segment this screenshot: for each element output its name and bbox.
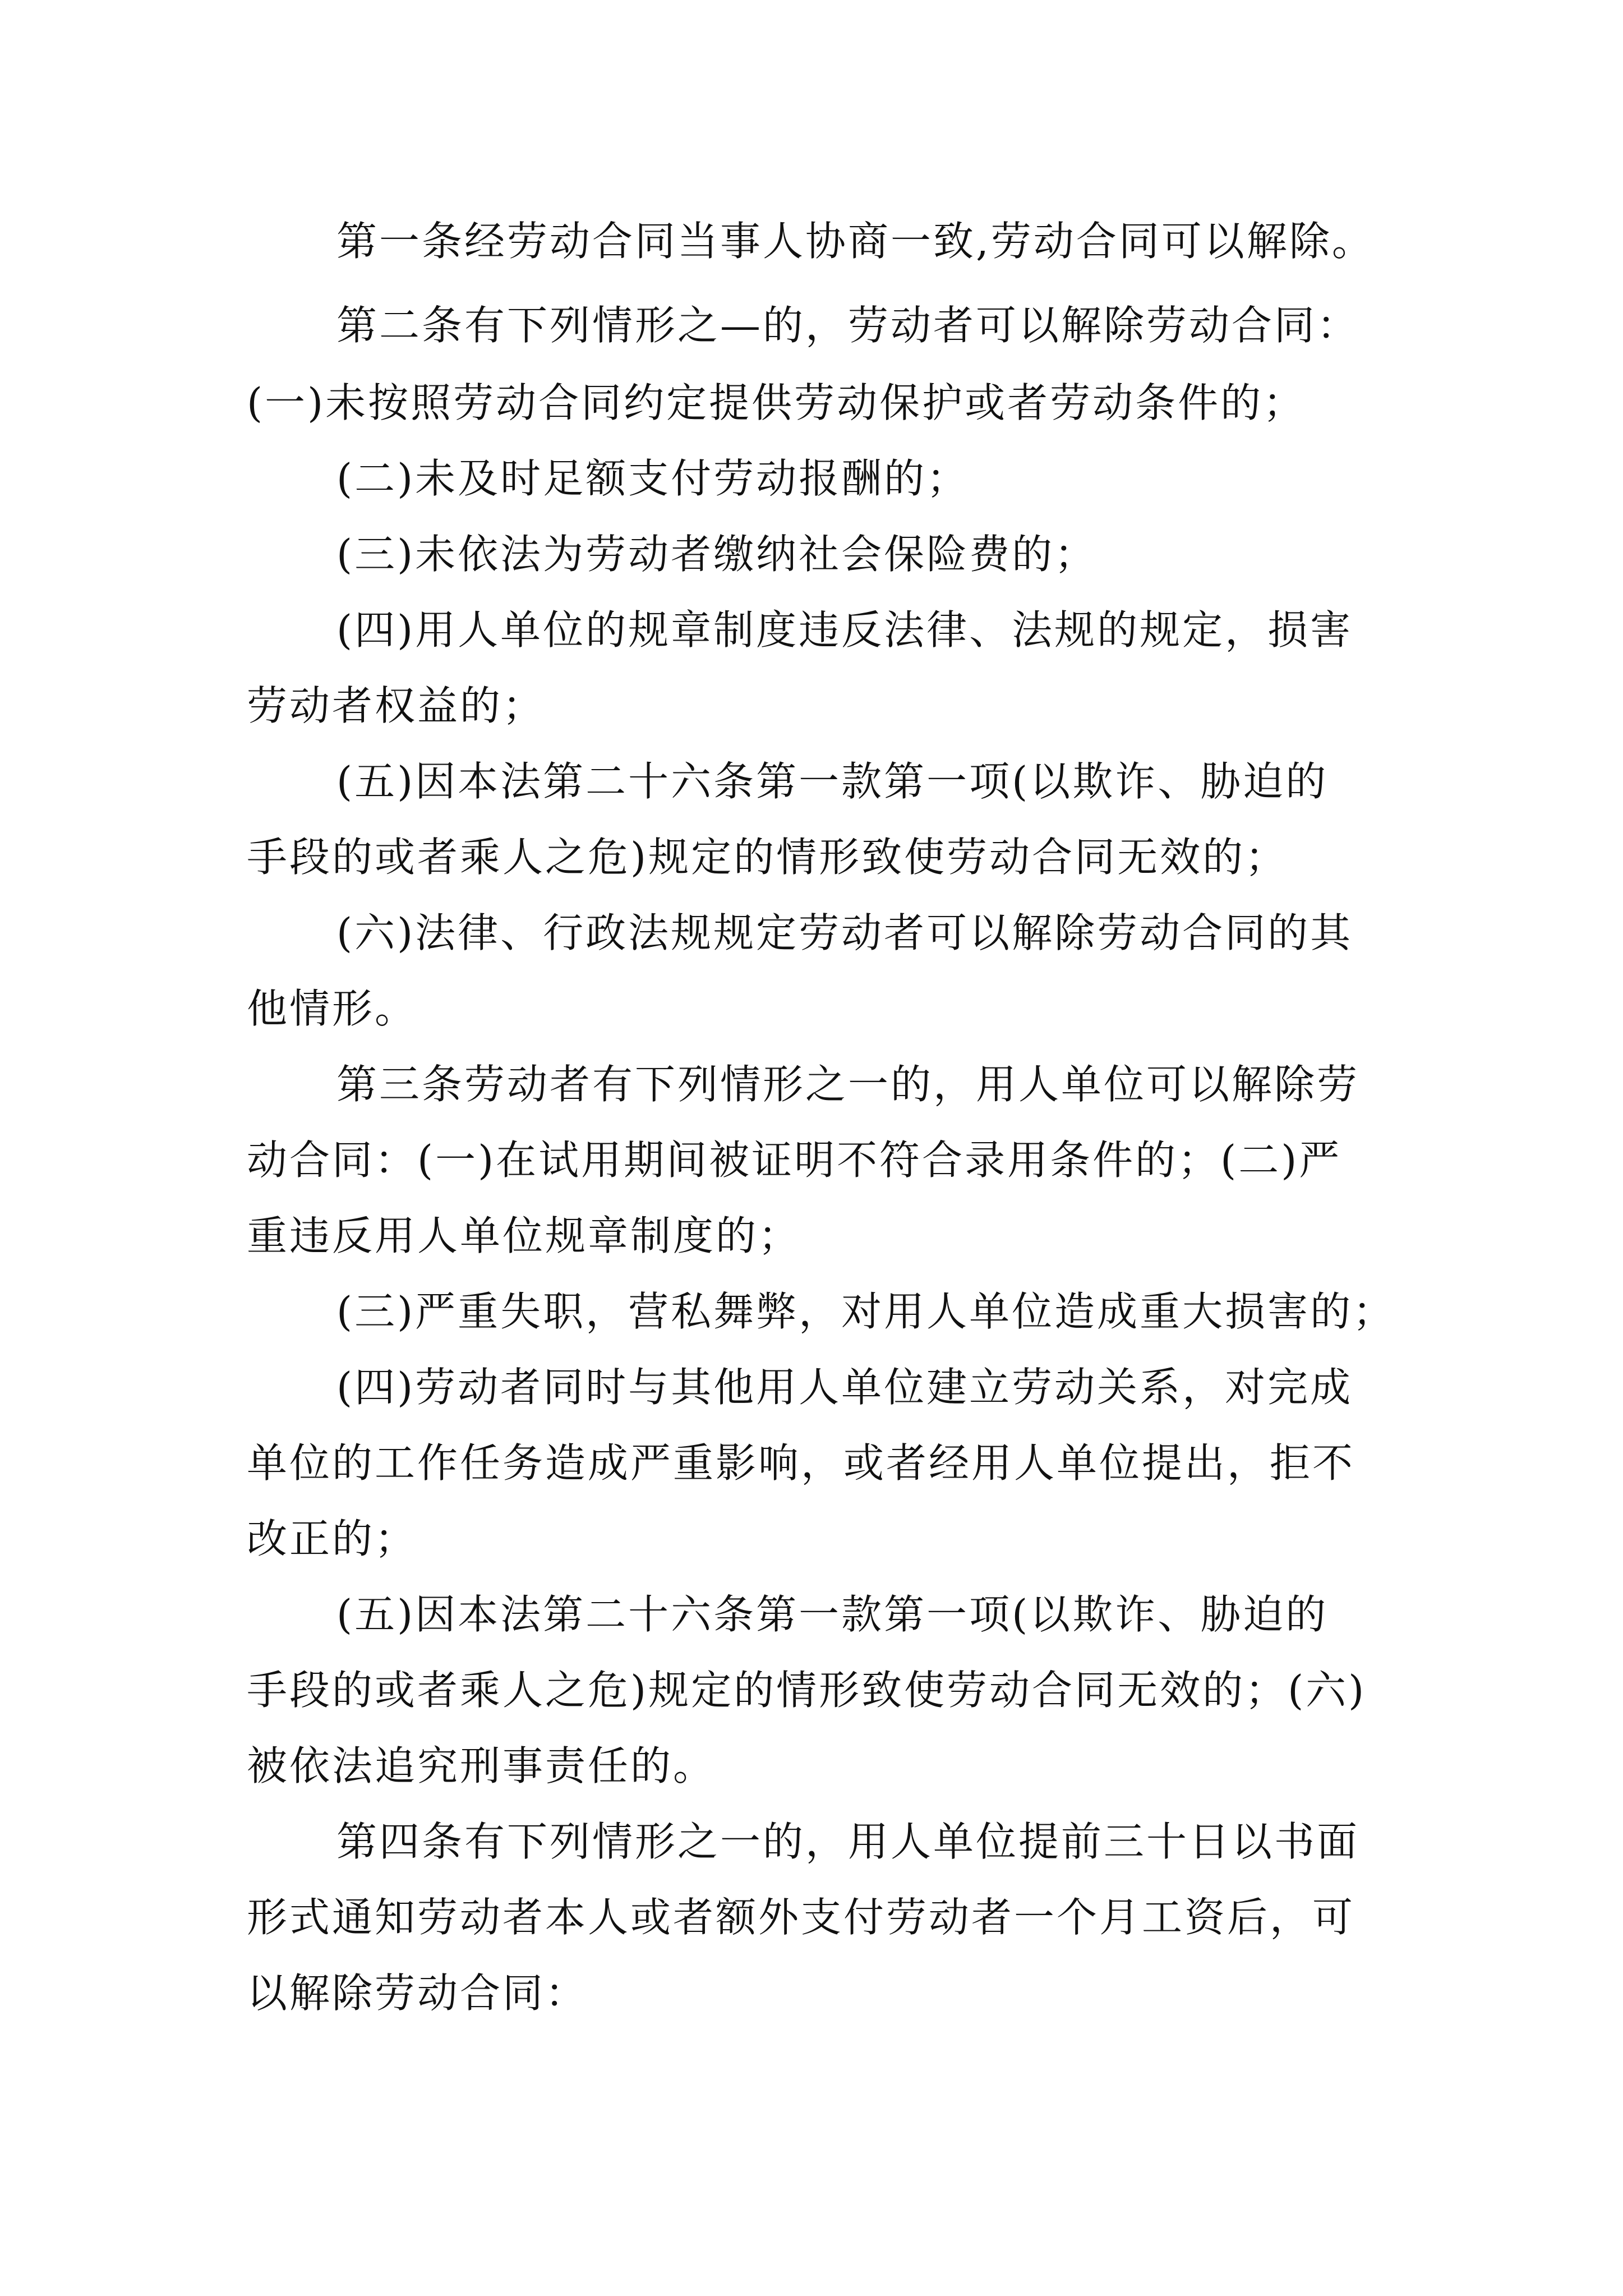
- article-2-item-2: (二)未及时足额支付劳动报酬的；: [336, 455, 970, 502]
- article-2-item-6-line-2: 他情形。: [247, 985, 418, 1032]
- article-4-line-3: 以解除劳动合同：: [247, 1970, 588, 2017]
- article-3-item-4-line-3: 改正的；: [247, 1515, 418, 1562]
- article-2-item-5-line-1: (五)因本法第二十六条第一款第一项(以欺诈、胁迫的: [336, 758, 1329, 805]
- article-2-item-4-line-1: (四)用人单位的规章制度违反法律、法规的规定，损害: [336, 606, 1353, 654]
- article-3-line-2: 动合同：(一)在试用期间被证明不符合录用条件的；(二)严: [247, 1137, 1342, 1184]
- article-4-line-2: 形式通知劳动者本人或者额外支付劳动者一个月工资后，可: [247, 1894, 1355, 1941]
- article-3-item-6: 被依法追究刑事责任的。: [247, 1742, 716, 1789]
- article-2-item-4-line-2: 劳动者权益的；: [247, 682, 546, 729]
- article-2-item-5-line-2: 手段的或者乘人之危)规定的情形致使劳动合同无效的；: [247, 834, 1288, 881]
- article-3-line-1: 第三条劳动者有下列情形之一的，用人单位可以解除劳: [336, 1061, 1360, 1108]
- article-3-item-5-line-1: (五)因本法第二十六条第一款第一项(以欺诈、胁迫的: [336, 1591, 1329, 1638]
- article-2-item-1: (一)未按照劳动合同约定提供劳动保护或者劳动条件的；: [247, 379, 1306, 426]
- article-1-line: 第一条经劳动合同当事人协商一致,劳动合同可以解除。: [336, 218, 1375, 265]
- article-2-item-6-line-1: (六)法律、行政法规规定劳动者可以解除劳动合同的其: [336, 909, 1353, 956]
- article-4-line-1: 第四条有下列情形之一的，用人单位提前三十日以书面: [336, 1818, 1360, 1865]
- article-3-item-3: (三)严重失职，营私舞弊，对用人单位造成重大损害的；: [336, 1288, 1396, 1335]
- article-3-item-5-line-2: 手段的或者乘人之危)规定的情形致使劳动合同无效的；(六): [247, 1667, 1367, 1714]
- article-2-item-3: (三)未依法为劳动者缴纳社会保险费的；: [336, 531, 1098, 578]
- article-3-item-4-line-2: 单位的工作任务造成严重影响，或者经用人单位提出，拒不: [247, 1439, 1355, 1487]
- article-2-line: 第二条有下列情形之—的，劳动者可以解除劳动合同：: [336, 302, 1360, 349]
- article-3-line-3: 重违反用人单位规章制度的；: [247, 1212, 801, 1259]
- article-3-item-4-line-1: (四)劳动者同时与其他用人单位建立劳动关系，对完成: [336, 1364, 1353, 1411]
